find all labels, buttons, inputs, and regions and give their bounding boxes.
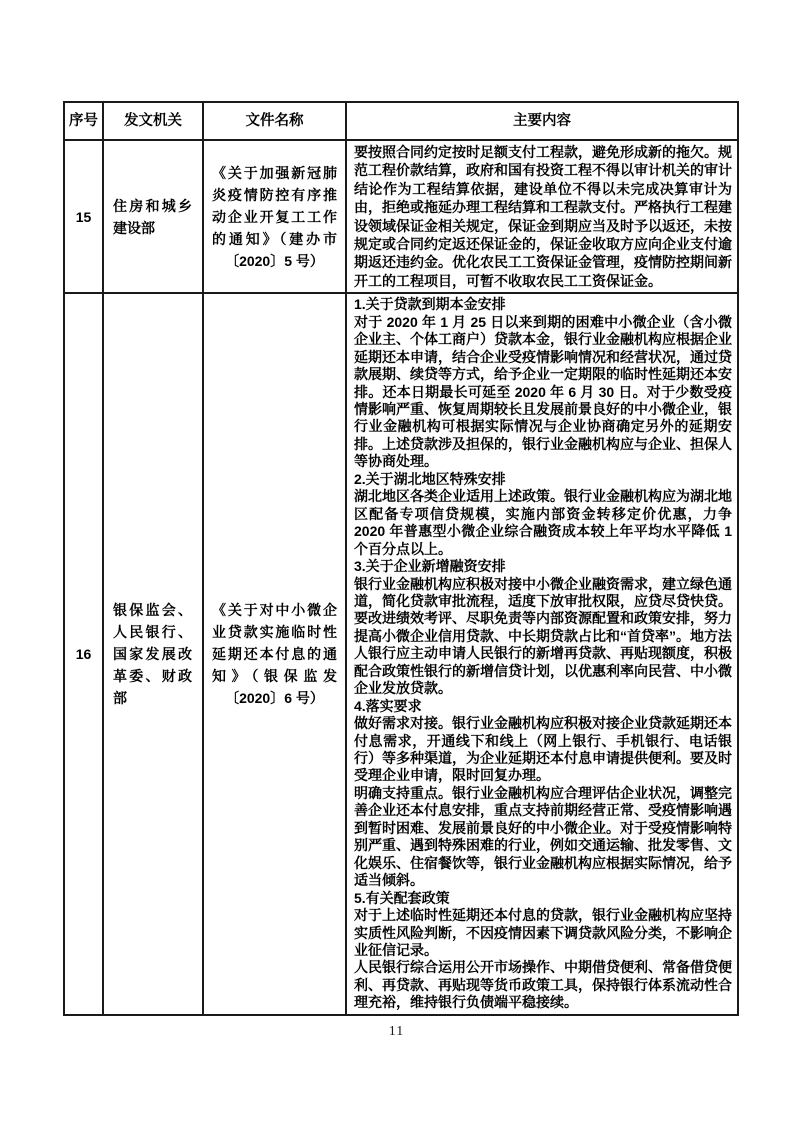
table-header-row (64, 102, 738, 140)
table-row-15 (64, 140, 738, 293)
content-paragraph: 2.关于湖北地区特殊安排 (354, 470, 506, 487)
row-15-serial-number: 15 (64, 140, 103, 293)
row-15-issuing-agency: 住房和城乡建设部 (103, 140, 203, 293)
header-serial-number: 序号 (64, 102, 103, 140)
row-16-document-name: 《关于对中小微企业贷款实施临时性延期还本付息的通知》（银保监发〔2020〕6 号） (203, 293, 346, 1015)
header-issuing-agency: 发文机关 (103, 102, 203, 140)
content-paragraph: 做好需求对接。银行业金融机构应积极对接企业贷款延期还本付息需求，开通线下和线上（网上银行、手机银行、电话银行）等多种渠道，为企业延期还本付息申请提供便利。要及时受理企业申请，限时回复办理。 (354, 715, 732, 784)
content-paragraph: 银行业金融机构应积极对接中小微企业融资需求，建立绿色通道，简化贷款审批流程，适度下放审批权限，应贷尽贷快贷。要改进绩效考评、尽职免责等内部资源配置和政策安排，努力提高小微企业信用贷款、中长期贷款占比和“首贷率”。地方法人银行应主动申请人民银行的新增再贷款、再贴现额度，积极配合政策性银行的新增信贷计划，以优惠利率向民营、中小微企业发放贷款。 (354, 575, 732, 697)
row-15-main-content (346, 140, 738, 293)
row-15-document-name: 《关于加强新冠肺炎疫情防控有序推动企业开复工工作的通知》（建办市〔2020〕5 号） (203, 140, 346, 293)
content-paragraph: 对于 2020 年 1 月 25 日以来到期的困难中小微企业（含小微企业主、个体工商户）贷款本金，银行业金融机构应根据企业延期还本申请，结合企业受疫情影响情况和经营状况，通过贷款展期、续贷等方式，给予企业一定期限的临时性延期还本安排。还本日期最长可延至 2020 年 6 月 30 日。对于少数受疫情影响严重、恢复周期较长且发展前景良好的中小微企业，银行业金融机构可根据实际情况与企业协商确定另外的延期安排。上述贷款涉及担保的，银行业金融机构应与企业、担保人等协商处理。 (354, 313, 732, 470)
header-document-name: 文件名称 (203, 102, 346, 140)
policy-documents-table (63, 101, 739, 1016)
content-paragraph: 3.关于企业新增融资安排 (354, 558, 506, 575)
content-paragraph: 对于上述临时性延期还本付息的贷款，银行业金融机构应坚持实质性风险判断，不因疫情因素下调贷款风险分类，不影响企业征信记录。 (354, 907, 732, 959)
page-number: 11 (388, 1024, 405, 1039)
header-main-content: 主要内容 (346, 102, 738, 140)
content-paragraph: 5.有关配套政策 (354, 889, 450, 906)
row-16-main-content (346, 293, 738, 1015)
row-16-issuing-agency: 银保监会、人民银行、国家发展改革委、财政部 (103, 293, 203, 1015)
content-paragraph: 4.落实要求 (354, 697, 422, 714)
content-paragraph: 人民银行综合运用公开市场操作、中期借贷便利、常备借贷便利、再贷款、再贴现等货币政策工具，保持银行体系流动性合理充裕，维持银行负债端平稳接续。 (354, 959, 732, 1011)
table-row-16 (64, 293, 738, 1015)
content-paragraph: 明确支持重点。银行业金融机构应合理评估企业状况，调整完善企业还本付息安排，重点支持前期经营正常、受疫情影响遇到暂时困难、发展前景良好的中小微企业。对于受疫情影响特别严重、遇到特殊困难的行业，例如交通运输、批发零售、文化娱乐、住宿餐饮等，银行业金融机构应根据实际情况，给予适当倾斜。 (354, 784, 732, 889)
content-paragraph: 湖北地区各类企业适用上述政策。银行业金融机构应为湖北地区配备专项信贷规模，实施内部资金转移定价优惠，力争 2020 年普惠型小微企业综合融资成本较上年平均水平降低 1 个百分点以上。 (354, 488, 732, 557)
content-paragraph: 要按照合同约定按时足额支付工程款，避免形成新的拖欠。规范工程价款结算，政府和国有投资工程不得以审计机关的审计结论作为工程结算依据，建设单位不得以未完成决算审计为由，拒绝或拖延办理工程结算和工程款支付。严格执行工程建设领域保证金相关规定，保证金到期应当及时予以返还，未按规定或合同约定返还保证金的，保证金收取方应向企业支付逾期返还违约金。优化农民工工资保证金管理，疫情防控期间新开工的工程项目，可暂不收取农民工工资保证金。 (354, 144, 732, 289)
content-paragraph: 1.关于贷款到期本金安排 (354, 296, 506, 313)
row-16-serial-number: 16 (64, 293, 103, 1015)
